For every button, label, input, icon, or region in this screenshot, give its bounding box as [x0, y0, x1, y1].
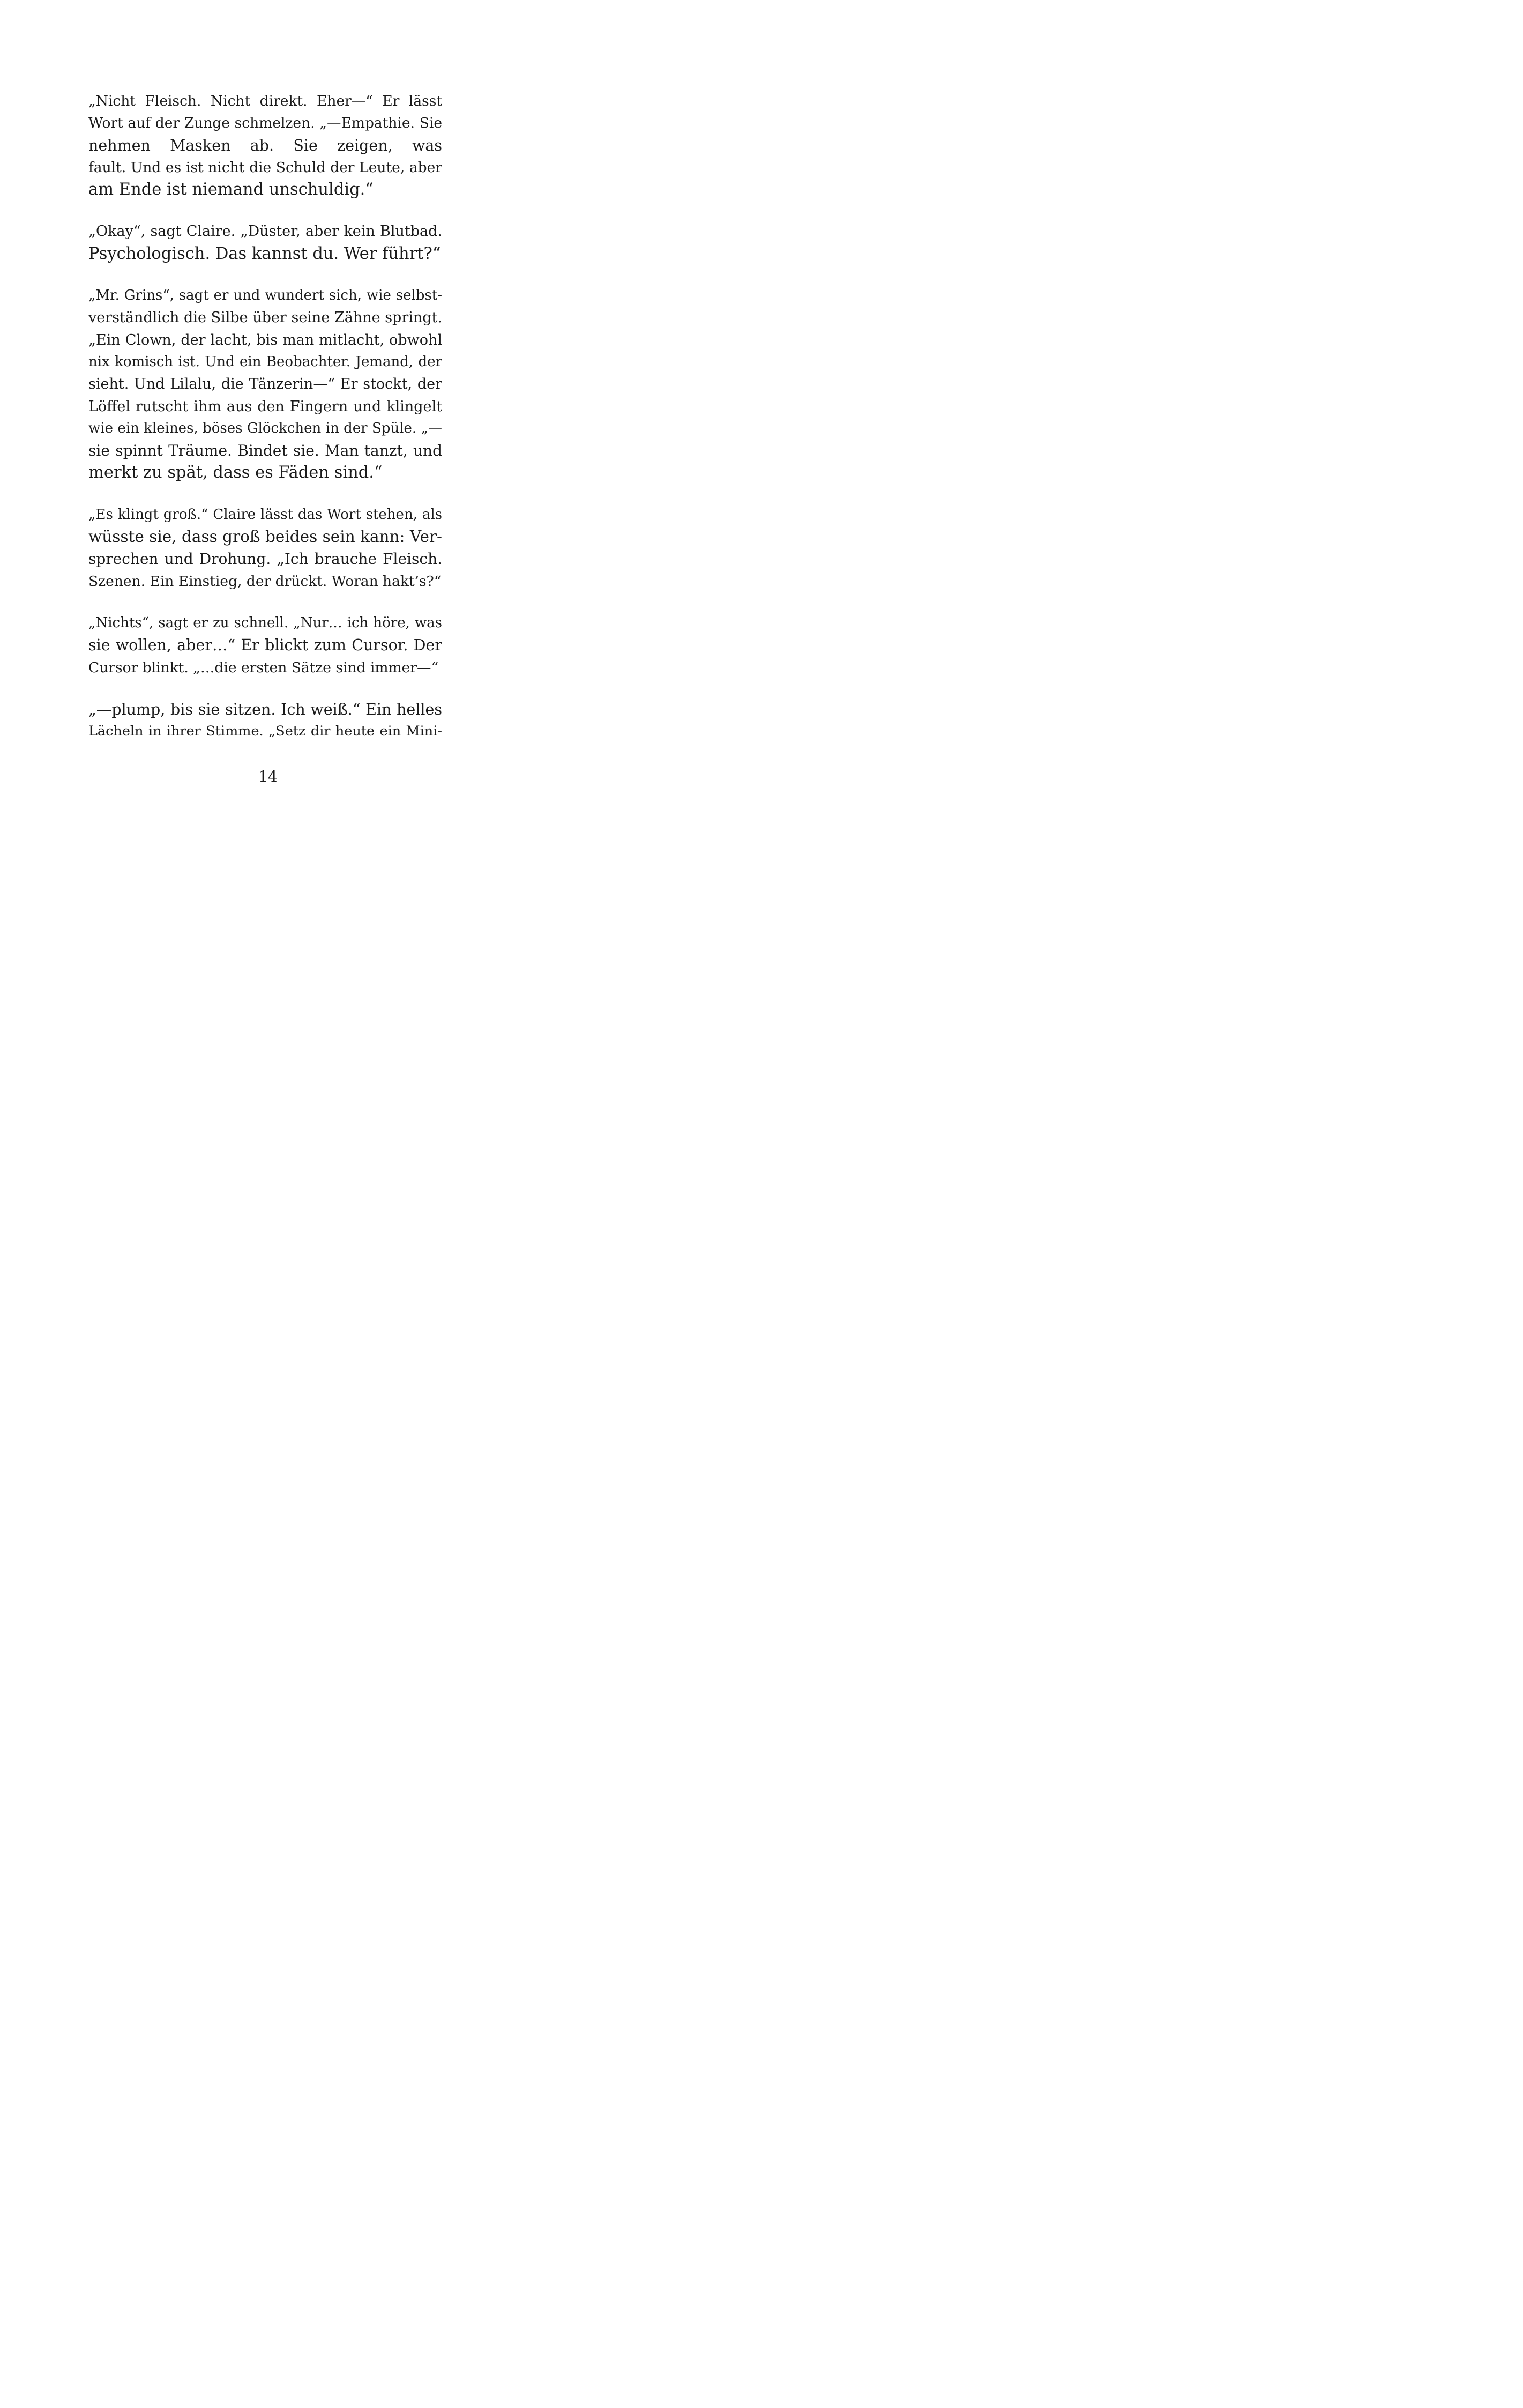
text-line: „Nichts“, sagt er zu schnell. „Nur… ich höre, was	[88, 614, 442, 631]
text-line: am Ende ist niemand unschuldig.“	[88, 180, 374, 199]
text-line: merkt zu spät, dass es Fäden sind.“	[88, 463, 383, 482]
text-line: sie wollen, aber…“ Er blickt zum Cursor. Der	[88, 636, 442, 655]
paragraph	[88, 698, 442, 743]
text-line: sieht. Und Lilalu, die Tänzerin—“ Er stockt, der	[88, 376, 442, 393]
paragraph	[88, 612, 442, 679]
body-text	[88, 90, 442, 762]
text-line: sie spinnt Träume. Bindet sie. Man tanzt, und	[88, 442, 442, 460]
text-line: Wort auf der Zunge schmelzen. „—Empathie. Sie	[88, 115, 442, 132]
text-line: nehmen Masken ab. Sie zeigen, was	[88, 136, 442, 154]
text-line: „Mr. Grins“, sagt er und wundert sich, wie selbst-	[88, 287, 442, 304]
paragraph	[88, 90, 442, 200]
text-line: fault. Und es ist nicht die Schuld der Leute, aber	[88, 159, 442, 176]
text-line: „Okay“, sagt Claire. „Düster, aber kein Blutbad.	[88, 223, 442, 240]
text-line: nix komisch ist. Und ein Beobachter. Jemand, der	[88, 353, 442, 370]
text-line: Löffel rutscht ihm aus den Fingern und klingelt	[88, 398, 442, 415]
text-line: „—plump, bis sie sitzen. Ich weiß.“ Ein helles	[88, 700, 442, 718]
text-line: „Ein Clown, der lacht, bis man mitlacht, obwohl	[88, 331, 442, 348]
book-page	[0, 0, 536, 847]
text-line: wüsste sie, dass groß beides sein kann: Ver-	[88, 527, 442, 546]
text-line: Psychologisch. Das kannst du. Wer führt?“	[88, 244, 441, 263]
paragraph	[88, 220, 442, 265]
page-number: 14	[258, 768, 278, 785]
text-line: verständlich die Silbe über seine Zähne springt.	[88, 309, 442, 326]
paragraph	[88, 285, 442, 484]
text-line: Lächeln in ihrer Stimme. „Setz dir heute ein Mini-	[88, 723, 442, 740]
paragraph	[88, 504, 442, 592]
text-line: wie ein kleines, böses Glöckchen in der Spüle. „—	[88, 420, 442, 436]
text-line: „Nicht Fleisch. Nicht direkt. Eher—“ Er lässt	[88, 93, 442, 109]
text-line: Szenen. Ein Einstieg, der drückt. Woran hakt’s?“	[88, 573, 442, 590]
text-line: sprechen und Drohung. „Ich brauche Fleisch.	[88, 550, 442, 568]
text-line: Cursor blinkt. „…die ersten Sätze sind immer—“	[88, 659, 439, 676]
text-line: „Es klingt groß.“ Claire lässt das Wort stehen, als	[88, 506, 442, 523]
